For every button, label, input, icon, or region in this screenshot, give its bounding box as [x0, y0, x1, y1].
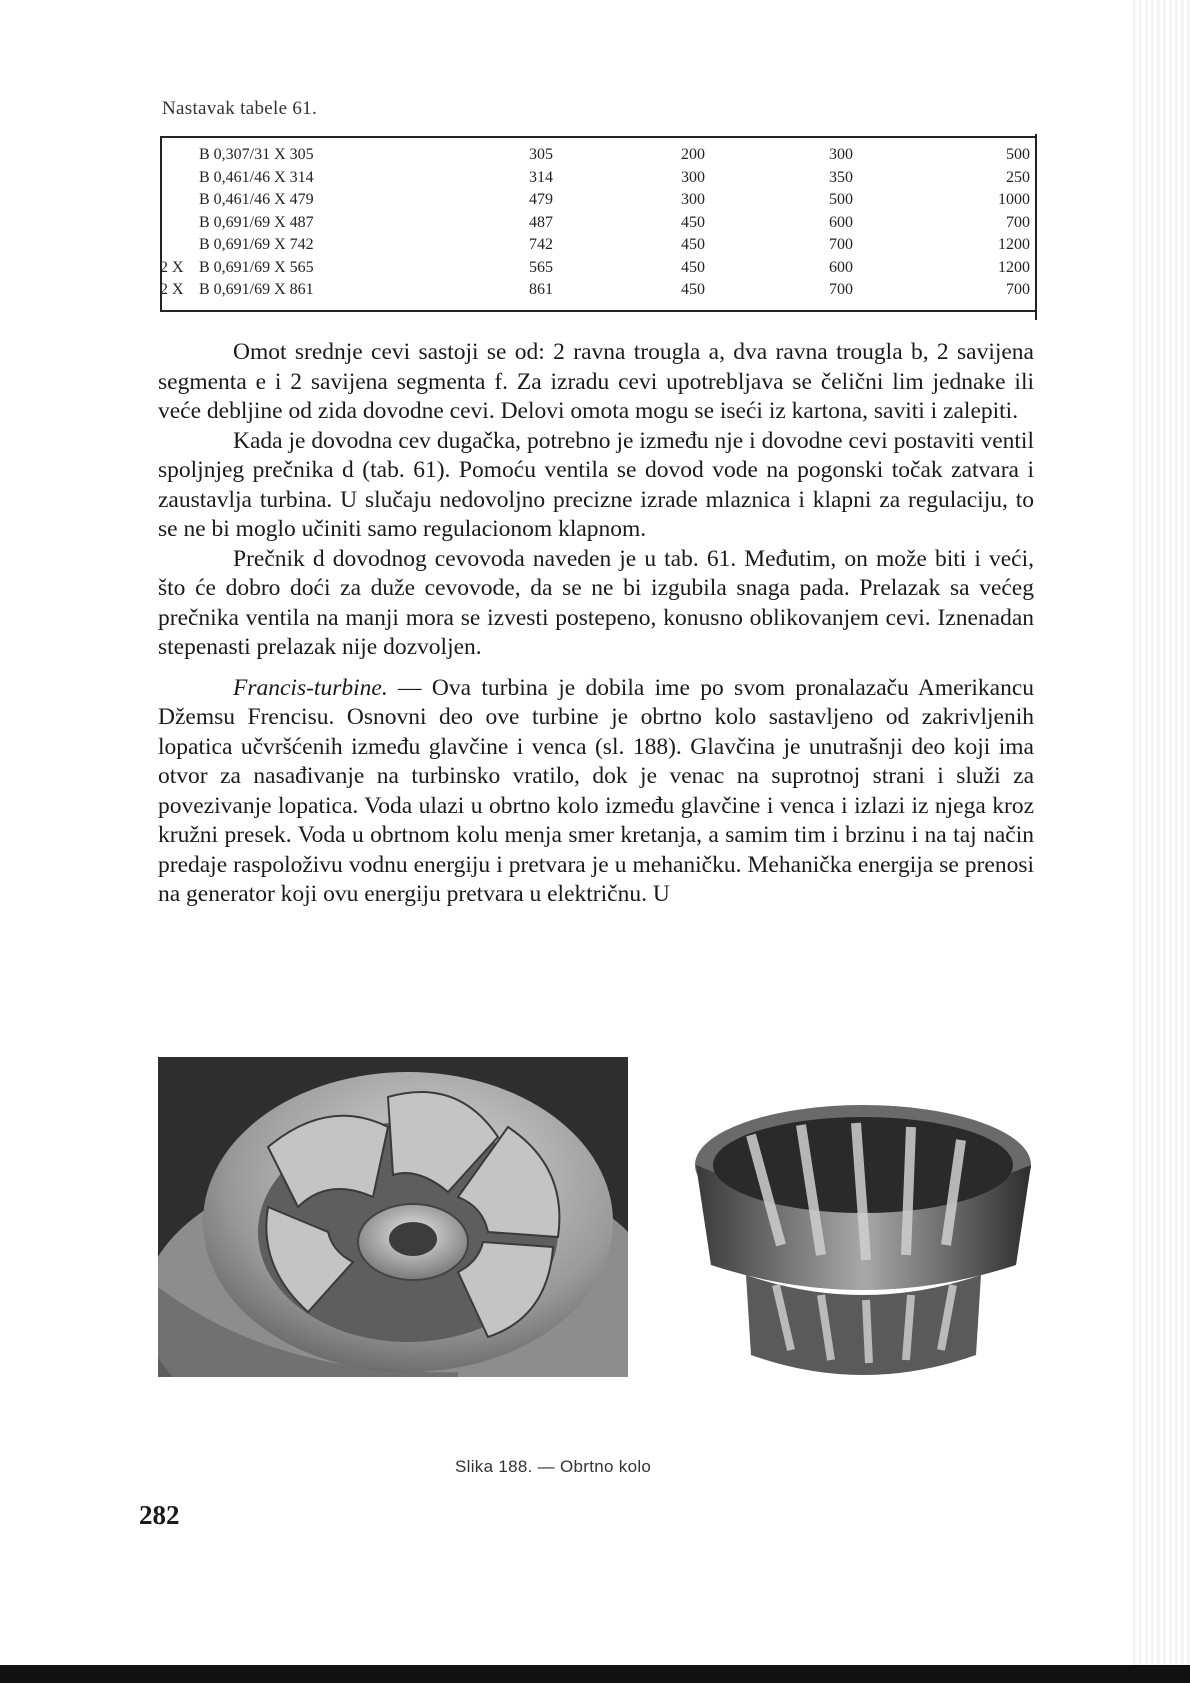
cell-spec: B 0,691/69 X 487	[199, 213, 314, 231]
cell-value-3: 600	[829, 258, 853, 276]
cell-spec: B 0,691/69 X 742	[199, 236, 314, 253]
body-text	[158, 338, 1034, 910]
cell-value-3: 350	[829, 168, 853, 186]
cell-diameter: 742	[529, 236, 553, 253]
table-row	[160, 212, 1030, 235]
table-row	[160, 279, 1030, 302]
cell-diameter: 861	[529, 281, 553, 298]
cell-value-3: 600	[829, 213, 853, 231]
paragraph: Prečnik d dovodnog cevovoda naveden je u tab. 61. Međutim, on može biti i veći, što će dobro doći za duže cevovode, da se ne bi izgubila snaga pada. Prelazak sa većeg prečnika ventila na manji mora se izvesti postepeno, konusno oblikovanjem cevi. Iznenadan stepenasti prelazak nije dozvoljen.	[158, 545, 1034, 660]
cell-spec: B 0,307/31 X 305	[199, 146, 314, 163]
cell-multiplier: 2 X	[160, 258, 184, 276]
table-body	[160, 144, 1030, 302]
cell-value-4: 250	[1006, 168, 1030, 186]
cell-value-2: 300	[681, 168, 705, 186]
figure-caption: Slika 188. — Obrtno kolo	[455, 1457, 652, 1476]
cell-spec: B 0,461/46 X 479	[199, 191, 314, 208]
cell-diameter: 565	[529, 258, 553, 276]
cell-value-4: 500	[1006, 146, 1030, 163]
cell-value-3: 500	[829, 191, 853, 208]
cell-diameter: 305	[529, 146, 553, 163]
cell-value-3: 300	[829, 146, 853, 163]
cell-spec: B 0,691/69 X 861	[199, 281, 314, 298]
scan-edge-texture	[1130, 0, 1190, 1683]
cell-diameter: 487	[529, 213, 553, 231]
table-61-continuation	[160, 134, 1037, 312]
table-top-rule	[160, 136, 1037, 138]
cell-spec: B 0,461/46 X 314	[199, 168, 314, 186]
cell-value-2: 450	[681, 281, 705, 298]
cell-value-4: 700	[1006, 281, 1030, 298]
paragraph-text: — Ova turbina je dobila ime po svom pronalazaču Amerikancu Džemsu Frencisu. Osnovni deo ove turbine je obrtno kolo sastavljeno od zakrivljenih lopatica učvršćenih između glavčine i venca (sl. 188). Glavčina je unutrašnji deo koji ima otvor za nasađivanje na turbinsko vratilo, dok je venac na suprotnoj strani i služi za povezivanje lopatica. Voda ulazi u obrtno kolo između glavčine i venca i izlazi iz njega kroz kružni presek. Voda u obrtnom kolu menja smer kretanja, a samim tim i brzinu i na taj način predaje raspoloživu vodnu energiju i pretvara je u mehaničku. Mehanička energija se prenosi na generator koji ovu energiju pretvara u električnu. U	[158, 674, 1034, 907]
section-heading: Francis-turbine.	[233, 674, 388, 701]
cell-value-2: 450	[681, 213, 705, 231]
cell-multiplier: 2 X	[160, 281, 184, 298]
cell-value-4: 1200	[998, 258, 1030, 276]
table-row	[160, 144, 1030, 167]
cell-value-4: 1000	[998, 191, 1030, 208]
cell-value-2: 300	[681, 191, 705, 208]
cell-multiplier	[160, 167, 199, 190]
cell-value-2: 450	[681, 258, 705, 276]
cell-value-3: 700	[829, 236, 853, 253]
cell-multiplier	[160, 189, 199, 212]
runner-photo-top-view	[158, 1057, 628, 1377]
cell-multiplier	[160, 212, 199, 235]
cell-value-3: 700	[829, 281, 853, 298]
cell-multiplier	[160, 234, 199, 257]
scan-bottom-edge	[0, 1665, 1190, 1683]
cell-value-4: 1200	[998, 236, 1030, 253]
cell-multiplier	[160, 144, 199, 167]
paragraph: Omot srednje cevi sastoji se od: 2 ravna trougla a, dva ravna trougla b, 2 savijena segmenta e i 2 savijena segmenta f. Za izradu cevi upotrebljava se čelični lim jednake ili veće debljine od zida dovodne cevi. Delovi omota mogu se iseći iz kartona, saviti i zalepiti.	[158, 339, 1034, 424]
table-right-rule	[1035, 134, 1037, 320]
paragraph: Kada je dovodna cev dugačka, potrebno je između nje i dovodne cevi postaviti ventil spoljnjeg prečnika d (tab. 61). Pomoću ventila se dovod vode na pogonski točak zatvara i zaustavlja turbina. U slučaju nedovoljno precizne izrade mlaznica i klapni za regulaciju, to se ne bi moglo učiniti samo regulacionom klapnom.	[158, 427, 1034, 542]
table-row	[160, 189, 1030, 212]
runner-top-view-illustration	[158, 1057, 628, 1377]
table-row	[160, 234, 1030, 257]
cell-value-4: 700	[1006, 213, 1030, 231]
runner-side-view-illustration	[691, 1095, 1036, 1382]
cell-diameter: 314	[529, 168, 553, 186]
page-number: 282	[139, 1500, 180, 1530]
table-continuation-title: Nastavak tabele 61.	[162, 98, 318, 119]
cell-value-2: 200	[681, 146, 705, 163]
table-row	[160, 257, 1030, 280]
table-row	[160, 167, 1030, 190]
cell-spec: B 0,691/69 X 565	[199, 258, 314, 276]
table-bottom-rule	[160, 310, 1037, 312]
paragraph-francis	[158, 674, 1034, 910]
cell-value-2: 450	[681, 236, 705, 253]
runner-photo-side-view	[691, 1095, 1036, 1382]
cell-diameter: 479	[529, 191, 553, 208]
